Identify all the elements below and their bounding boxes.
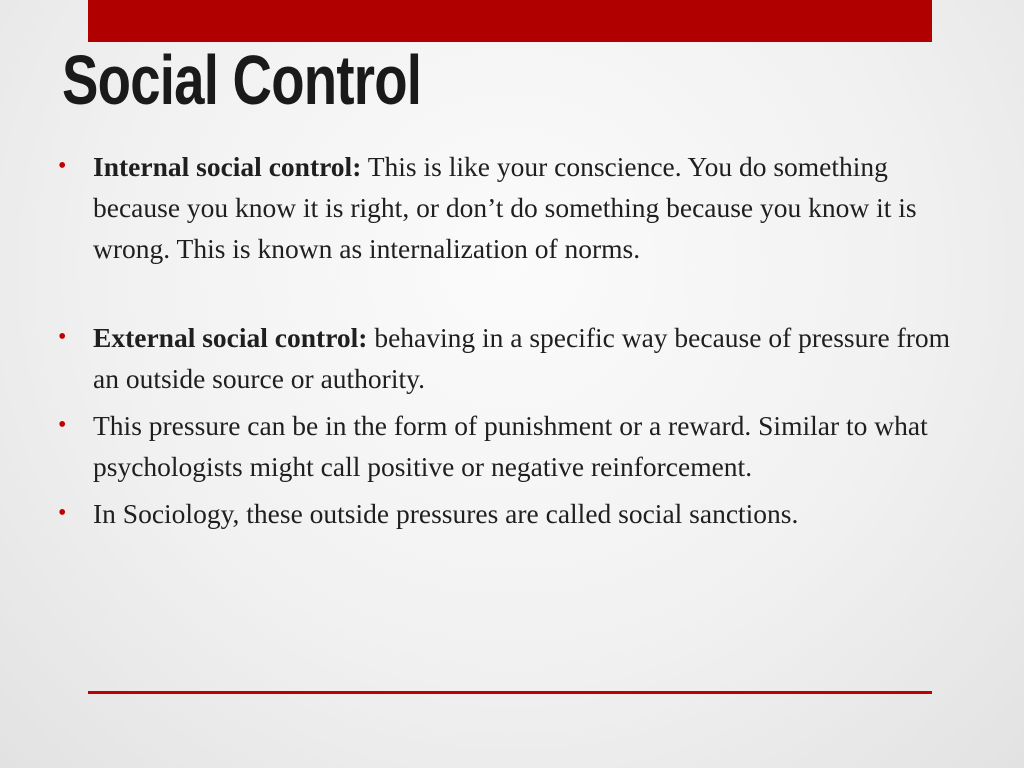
bottom-divider [88, 691, 932, 694]
bullet-pressure-forms [58, 405, 978, 487]
bullet-dot-icon: • [58, 153, 67, 179]
bullet-social-sanctions [58, 493, 978, 534]
bullet-text: This pressure can be in the form of punishment or a reward. Similar to what psychologists might call positive or negative reinforcement. [93, 410, 928, 482]
slide-title: Social Control [62, 41, 422, 119]
bullet-dot-icon: • [58, 500, 67, 526]
bullet-dot-icon: • [58, 324, 67, 350]
bullet-dot-icon: • [58, 412, 67, 438]
bullet-list [58, 146, 978, 534]
bullet-text: behaving in a specific way because of pressure from an outside source or authority. [93, 322, 951, 394]
bullet-internal-social-control [58, 146, 978, 269]
bullet-term: Internal social control: [93, 151, 362, 182]
bullet-text: This is like your conscience. You do something because you know it is right, or don’t do something because you know it is wrong. This is known as internalization of norms. [93, 151, 917, 264]
bullet-term: External social control: [93, 322, 368, 353]
bullet-text: In Sociology, these outside pressures are called social sanctions. [93, 498, 799, 529]
bullet-external-social-control [58, 317, 978, 399]
